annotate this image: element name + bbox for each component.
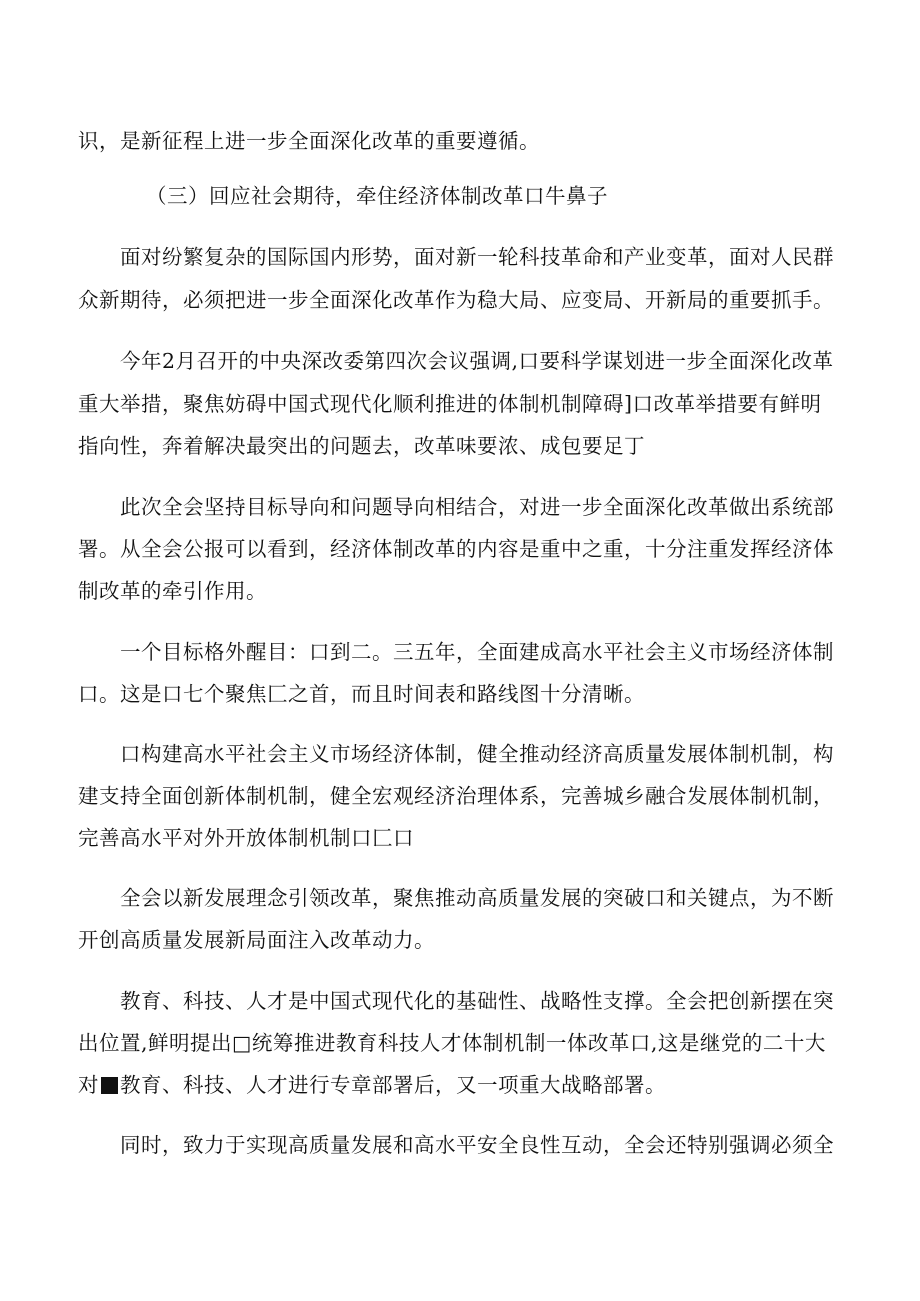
text-line-17: 开创高质量发展新局面注入改革动力。 (78, 928, 435, 952)
text-line-20 (0, 1065, 920, 1105)
section-heading: （三）回应社会期待，牵住经济体制改革口牛鼻子 (146, 184, 608, 208)
text-line-9: 署。从全会公报可以看到，经济体制改革的内容是重中之重，十分注重发挥经济体 (78, 537, 834, 561)
text-line-11: 一个目标格外醒目：口到二。三五年，全面建成高水平社会主义市场经济体制 (120, 640, 834, 664)
text-line-6: 重大举措，聚焦妨碍中国式现代化顺利推进的体制机制障碍]口改革举措要有鲜明 (78, 392, 822, 416)
text-line-4: 众新期待，必须把进一步全面深化改革作为稳大局、应变局、开新局的重要抓手。 (78, 288, 834, 312)
line-prefix-char: 对 (78, 1073, 99, 1097)
text-line-14: 建支持全面创新体制机制，健全宏观经济治理体系，完善城乡融合发展体制机制， (78, 784, 834, 808)
text-line-15: 完善高水平对外开放体制机制口匚口 (78, 826, 414, 850)
text-line-8: 此次全会坚持目标导向和问题导向相结合，对进一步全面深化改革做出系统部 (120, 495, 834, 519)
text-line-19: 出位置,鲜明提出□统筹推进教育科技人才体制机制一体改革口,这是继党的二十大 (78, 1031, 826, 1055)
text-line-21: 同时，致力于实现高质量发展和高水平安全良性互动，全会还特别强调必须全 (120, 1133, 834, 1157)
text-line-7: 指向性，奔着解决最突出的问题去，改革味要浓、成包要足丁 (78, 434, 645, 458)
text-line-16: 全会以新发展理念引领改革，聚焦推动高质量发展的突破口和关键点，为不断 (120, 886, 834, 910)
text-line-5: 今年2月召开的中央深改委第四次会议强调,口要科学谋划进一步全面深化改革 (120, 349, 834, 373)
text-line-13: 口构建高水平社会主义市场经济体制，健全推动经济高质量发展体制机制，构 (120, 742, 834, 766)
text-line-10: 制改革的牵引作用。 (78, 579, 267, 603)
line-rest-text: 教育、科技、人才进行专章部署后，又一项重大战略部署。 (120, 1073, 666, 1097)
text-line-1: 识，是新征程上进一步全面深化改革的重要遵循。 (78, 129, 540, 153)
text-line-12: 口。这是口七个聚焦匚之首，而且时间表和路线图十分清晰。 (78, 682, 645, 706)
text-line-18: 教育、科技、人才是中国式现代化的基础性、战略性支撑。全会把创新摆在突 (120, 989, 834, 1013)
redaction-block (101, 1077, 118, 1094)
text-line-3: 面对纷繁复杂的国际国内形势，面对新一轮科技革命和产业变革，面对人民群 (120, 245, 834, 269)
